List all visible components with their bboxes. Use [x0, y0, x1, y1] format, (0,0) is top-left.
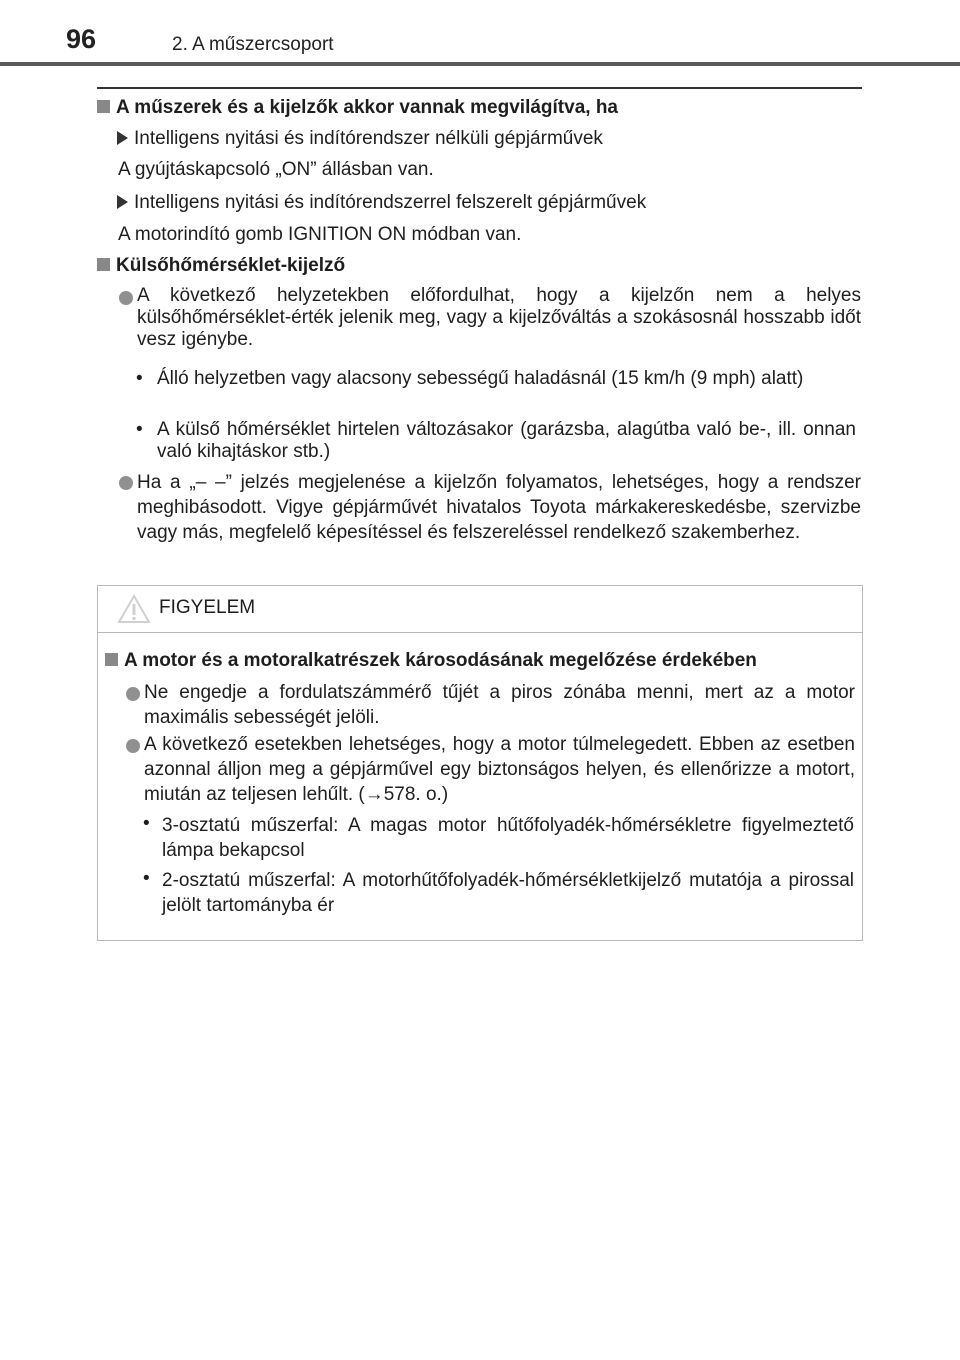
header-divider	[0, 62, 960, 66]
warning-box	[97, 585, 863, 941]
content-divider	[97, 87, 862, 89]
warning-paragraph: Ne engedje a fordulatszámmérő tűjét a piros zónába menni, mert az a motor maximális sebességét jelöli.	[144, 682, 855, 728]
circle-bullet-icon	[119, 291, 133, 305]
square-bullet-icon	[97, 258, 110, 271]
warning-heading: A motor és a motoralkatrészek károsodásának megelőzése érdekében	[105, 650, 757, 672]
triangle-arrow-icon	[117, 131, 128, 145]
sub-bullet-text: A külső hőmérséklet hirtelen változásakor (garázsba, alagútba való be-, ill. onnan való kihajtáskor stb.)	[157, 419, 856, 462]
vehicle-type-label: Intelligens nyitási és indítórendszer nélküli gépjárművek	[117, 128, 603, 150]
dot-bullet-icon: •	[136, 368, 143, 389]
warning-triangle-icon	[117, 594, 151, 624]
warning-sub-bullet: 2-osztatú műszerfal: A motorhűtőfolyadék-hőmérsékletkijelző mutatója a pirossal jelölt tartományba ér	[162, 870, 854, 916]
circle-bullet-icon	[126, 739, 140, 753]
page-header	[0, 0, 960, 66]
dot-bullet-icon: •	[143, 868, 150, 889]
square-bullet-icon	[97, 100, 110, 113]
condition-text: A gyújtáskapcsoló „ON” állásban van.	[118, 159, 434, 180]
dot-bullet-icon: •	[143, 813, 150, 834]
triangle-arrow-icon	[117, 195, 128, 209]
square-bullet-icon	[105, 653, 118, 666]
warning-header	[98, 586, 862, 633]
body-paragraph: Ha a „– –” jelzés megjelenése a kijelzőn folyamatos, lehetséges, hogy a rendszer meghibásodott. Vigye gépjárművét hivatalos Toyota márkakereskedésbe, szervizbe vagy más, megfelelő képesítéssel és felszereléssel rendelkező szakemberhez.	[137, 472, 861, 543]
warning-title: FIGYELEM	[159, 597, 256, 618]
section-heading-outside-temp: Külsőhőmérséklet-kijelző	[97, 255, 345, 277]
page-number: 96	[66, 24, 97, 54]
warning-sub-bullet: 3-osztatú műszerfal: A magas motor hűtőfolyadék-hőmérsékletre figyelmeztető lámpa bekapcsol	[162, 815, 854, 861]
chapter-title: 2. A műszercsoport	[172, 34, 334, 55]
condition-text: A motorindító gomb IGNITION ON módban van.	[118, 224, 522, 245]
vehicle-type-label: Intelligens nyitási és indítórendszerrel felszerelt gépjárművek	[117, 192, 646, 214]
sub-bullet-text: Álló helyzetben vagy alacsony sebességű haladásnál (15 km/h (9 mph) alatt)	[157, 368, 804, 389]
body-paragraph: A következő helyzetekben előfordulhat, hogy a kijelzőn nem a helyes külsőhőmérséklet-érték jelenik meg, vagy a kijelzőváltás a szokásosnál hosszabb időt vesz igénybe.	[137, 285, 861, 350]
circle-bullet-icon	[126, 687, 140, 701]
circle-bullet-icon	[119, 476, 133, 490]
section-heading-illumination: A műszerek és a kijelzők akkor vannak megvilágítva, ha	[97, 97, 618, 119]
warning-paragraph: A következő esetekben lehetséges, hogy a motor túlmelegedett. Ebben az esetben azonnal álljon meg a gépjárművel egy biztonságos helyen, és ellenőrizze a motort, miután az teljesen lehűlt. (→578. o.)	[144, 734, 855, 805]
dot-bullet-icon: •	[136, 419, 143, 440]
